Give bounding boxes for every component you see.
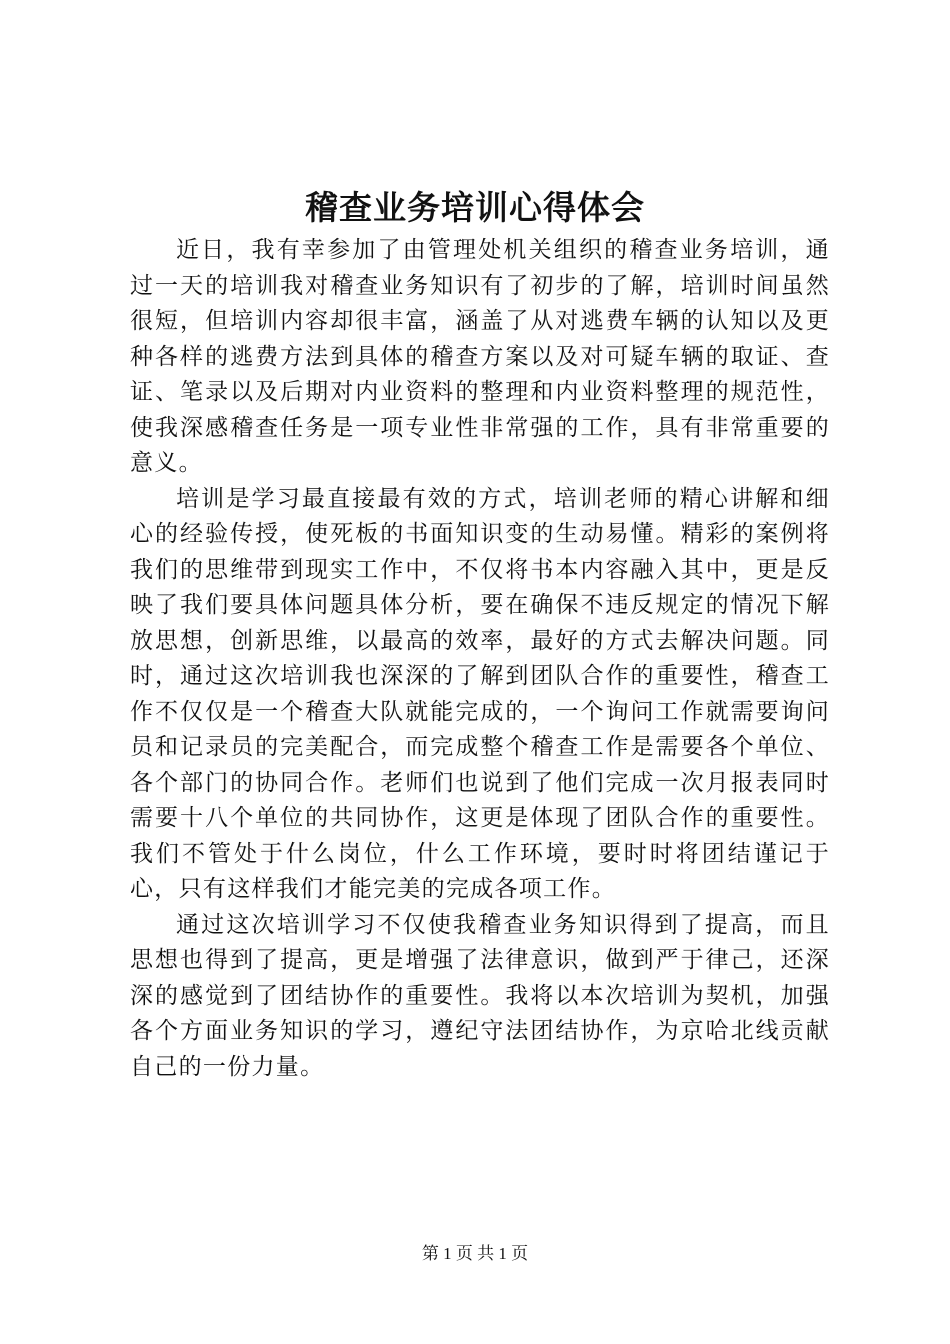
paragraph-2: 培训是学习最直接最有效的方式，培训老师的精心讲解和细心的经验传授，使死板的书面知识变的生动易懂。精彩的案例将我们的思维带到现实工作中，不仅将书本内容融入其中，更是反映了我们要具体问题具体分析，要在确保不违反规定的情况下解放思想，创新思维，以最高的效率，最好的方式去解决问题。同时，通过这次培训我也深深的了解到团队合作的重要性，稽查工作不仅仅是一个稽查大队就能完成的，一个询问工作就需要询问员和记录员的完美配合，而完成整个稽查工作是需要各个单位、各个部门的协同合作。老师们也说到了他们完成一次月报表同时需要十八个单位的共同协作，这更是体现了团队合作的重要性。我们不管处于什么岗位，什么工作环境，要时时将团结谨记于心，只有这样我们才能完美的完成各项工作。 — [130, 485, 830, 902]
page-title: 稽查业务培训心得体会 — [305, 188, 645, 227]
page-number-footer: 第 1 页 共 1 页 — [421, 1244, 529, 1263]
paragraph-3: 通过这次培训学习不仅使我稽查业务知识得到了提高，而且思想也得到了提高，更是增强了法律意识，做到严于律己，还深深的感觉到了团结协作的重要性。我将以本次培训为契机，加强各个方面业务知识的学习，遵纪守法团结协作，为京哈北线贡献自己的一份力量。 — [130, 911, 830, 1080]
document-body — [130, 233, 830, 1085]
paragraph-1: 近日，我有幸参加了由管理处机关组织的稽查业务培训，通过一天的培训我对稽查业务知识有了初步的了解，培训时间虽然很短，但培训内容却很丰富，涵盖了从对逃费车辆的认知以及更种各样的逃费方法到具体的稽查方案以及对可疑车辆的取证、查证、笔录以及后期对内业资料的整理和内业资料整理的规范性，使我深感稽查任务是一项专业性非常强的工作，具有非常重要的意义。 — [130, 237, 830, 476]
